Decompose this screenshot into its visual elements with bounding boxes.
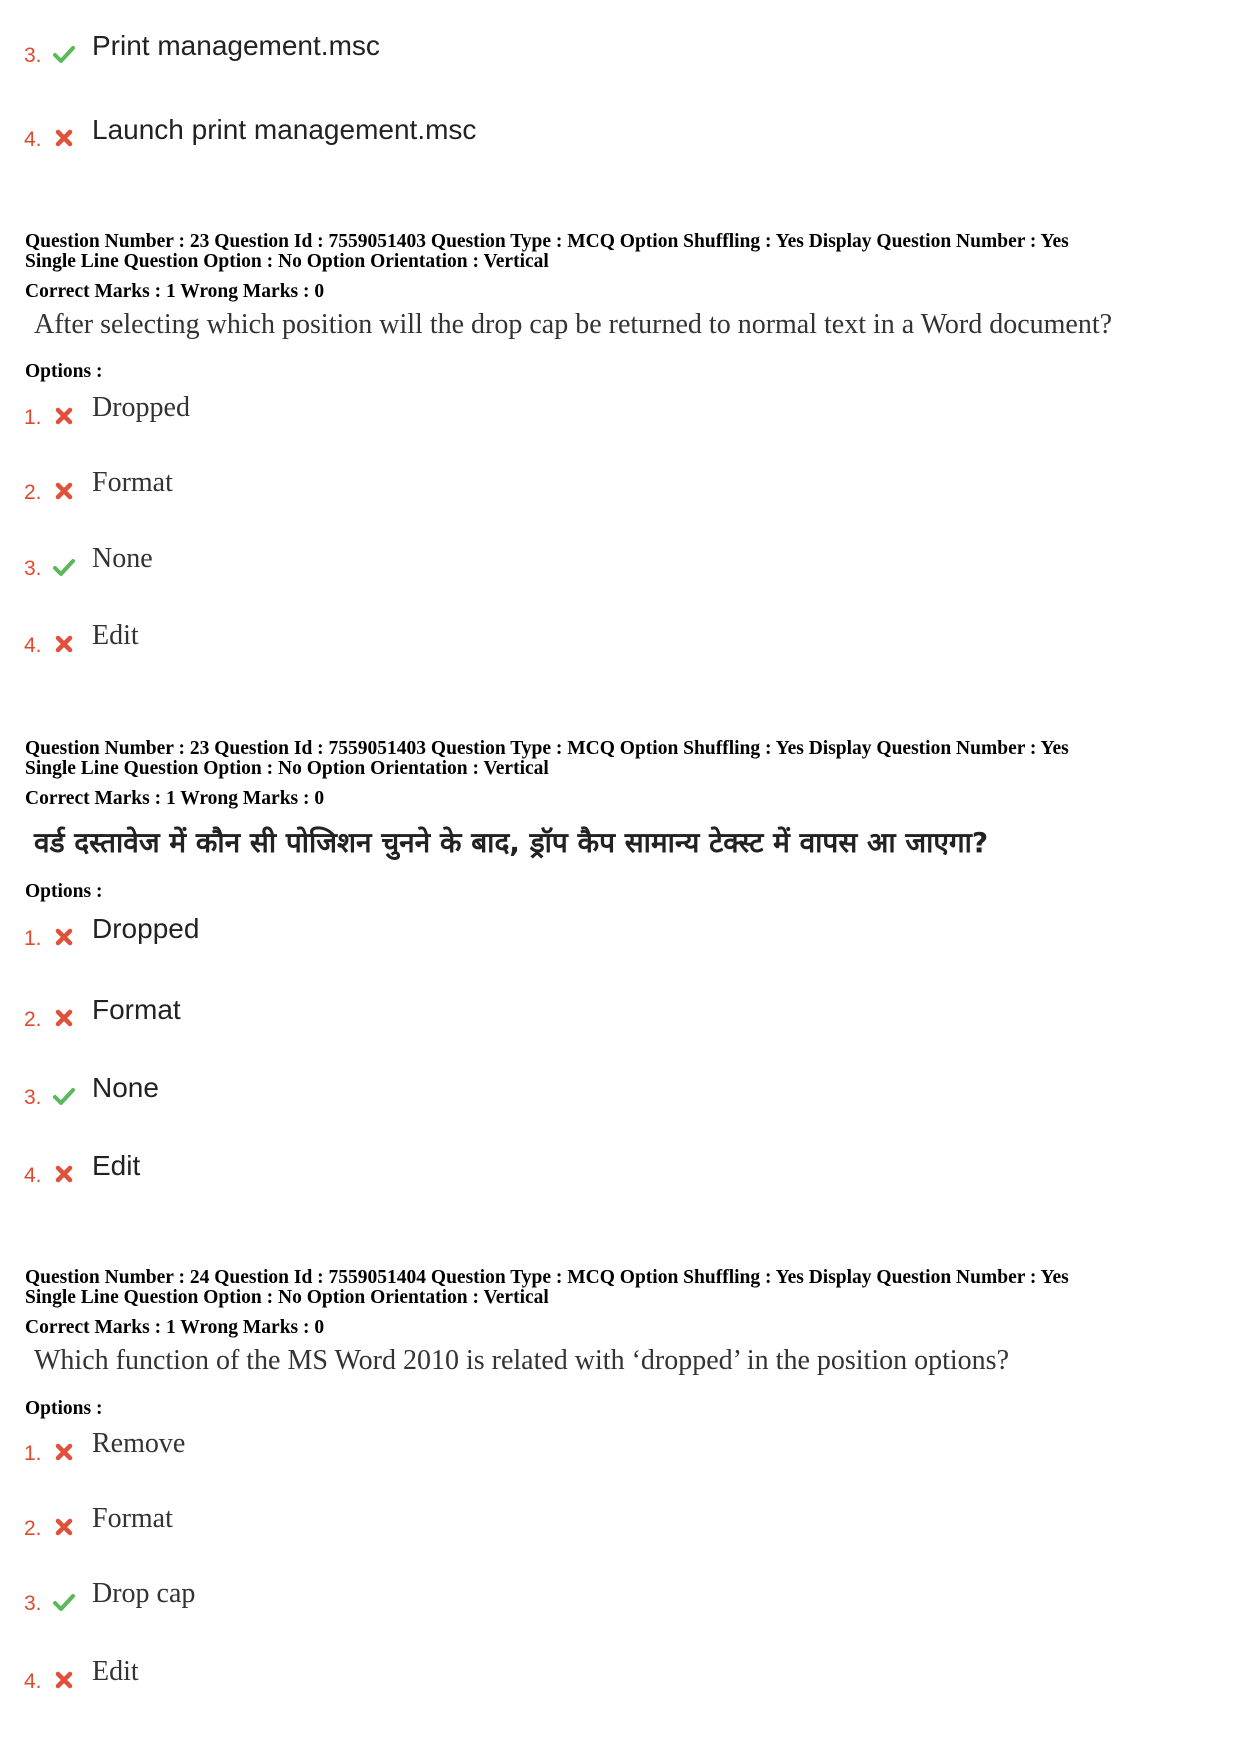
option-text: Dropped bbox=[92, 392, 190, 423]
option-number: 2. bbox=[24, 1517, 42, 1540]
option-text: Edit bbox=[92, 1656, 139, 1687]
option-number: 2. bbox=[24, 1008, 42, 1031]
option-number: 4. bbox=[24, 634, 42, 657]
option-row bbox=[0, 1578, 900, 1618]
cross-icon bbox=[52, 925, 76, 949]
option-row bbox=[0, 467, 900, 507]
option-row bbox=[0, 543, 900, 583]
cross-icon bbox=[52, 1162, 76, 1186]
options-label: Options : bbox=[25, 881, 103, 902]
option-number: 3. bbox=[24, 44, 42, 67]
option-row bbox=[0, 1503, 900, 1543]
option-row bbox=[0, 994, 900, 1034]
question-marks: Correct Marks : 1 Wrong Marks : 0 bbox=[25, 1317, 325, 1338]
check-icon bbox=[52, 1590, 76, 1614]
option-row bbox=[0, 114, 900, 154]
option-text: Dropped bbox=[92, 913, 200, 944]
option-number: 3. bbox=[24, 1592, 42, 1615]
question-meta-line2: Single Line Question Option : No Option Orientation : Vertical bbox=[25, 758, 549, 779]
question-meta: Question Number : 24 Question Id : 7559051404 Question Type : MCQ Option Shuffling : Yes Display Question Number : Yes bbox=[25, 1267, 1069, 1288]
cross-icon bbox=[52, 404, 76, 428]
question-text: After selecting which position will the drop cap be returned to normal text in a Word document? bbox=[34, 309, 1113, 340]
option-text: Format bbox=[92, 1503, 173, 1534]
option-number: 1. bbox=[24, 1442, 42, 1465]
cross-icon bbox=[52, 126, 76, 150]
check-icon bbox=[52, 555, 76, 579]
options-label: Options : bbox=[25, 1398, 103, 1419]
cross-icon bbox=[52, 479, 76, 503]
option-row bbox=[0, 913, 900, 953]
question-marks: Correct Marks : 1 Wrong Marks : 0 bbox=[25, 788, 325, 809]
question-marks: Correct Marks : 1 Wrong Marks : 0 bbox=[25, 281, 325, 302]
option-row bbox=[0, 1428, 900, 1468]
options-label: Options : bbox=[25, 361, 103, 382]
question-text: Which function of the MS Word 2010 is related with ‘dropped’ in the position options? bbox=[34, 1345, 1009, 1376]
option-number: 2. bbox=[24, 481, 42, 504]
option-number: 1. bbox=[24, 927, 42, 950]
question-meta: Question Number : 23 Question Id : 7559051403 Question Type : MCQ Option Shuffling : Yes Display Question Number : Yes bbox=[25, 231, 1069, 252]
option-text: Remove bbox=[92, 1428, 186, 1459]
cross-icon bbox=[52, 1006, 76, 1030]
option-row bbox=[0, 1072, 900, 1112]
question-meta-line2: Single Line Question Option : No Option Orientation : Vertical bbox=[25, 251, 549, 272]
cross-icon bbox=[52, 1515, 76, 1539]
cross-icon bbox=[52, 1668, 76, 1692]
option-number: 1. bbox=[24, 406, 42, 429]
option-text: Format bbox=[92, 467, 173, 498]
option-number: 3. bbox=[24, 557, 42, 580]
question-text: वर्ड दस्तावेज में कौन सी पोजिशन चुनने के बाद, ड्रॉप कैप सामान्य टेक्स्ट में वापस आ जाएगा? bbox=[34, 826, 989, 859]
option-number: 4. bbox=[24, 1670, 42, 1693]
option-text: Format bbox=[92, 994, 181, 1025]
option-text: None bbox=[92, 1072, 159, 1103]
question-meta: Question Number : 23 Question Id : 7559051403 Question Type : MCQ Option Shuffling : Yes Display Question Number : Yes bbox=[25, 738, 1069, 759]
cross-icon bbox=[52, 632, 76, 656]
question-meta-line2: Single Line Question Option : No Option Orientation : Vertical bbox=[25, 1287, 549, 1308]
option-number: 3. bbox=[24, 1086, 42, 1109]
option-text: Launch print management.msc bbox=[92, 114, 477, 145]
option-text: Drop cap bbox=[92, 1578, 196, 1609]
option-row bbox=[0, 1150, 900, 1190]
option-row bbox=[0, 392, 900, 432]
check-icon bbox=[52, 42, 76, 66]
option-row bbox=[0, 620, 900, 660]
cross-icon bbox=[52, 1440, 76, 1464]
option-text: Print management.msc bbox=[92, 30, 380, 61]
check-icon bbox=[52, 1084, 76, 1108]
option-row bbox=[0, 30, 900, 70]
option-number: 4. bbox=[24, 1164, 42, 1187]
option-text: Edit bbox=[92, 1150, 141, 1181]
option-row bbox=[0, 1656, 900, 1696]
option-text: None bbox=[92, 543, 153, 574]
option-number: 4. bbox=[24, 128, 42, 151]
option-text: Edit bbox=[92, 620, 139, 651]
